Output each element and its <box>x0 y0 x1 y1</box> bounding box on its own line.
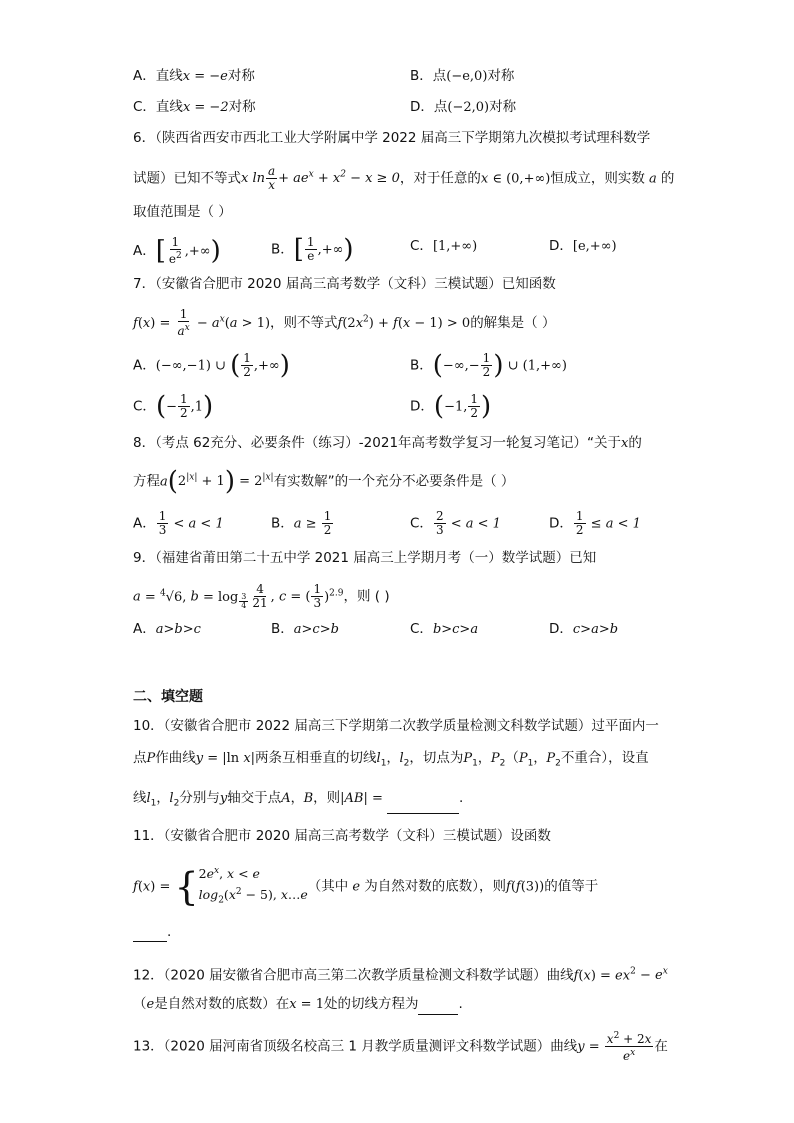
q11-stem-line2: f(x) = { $2e^x$, x < e $\log_2(x^2 - 5)$, x…e （其中 e 为自然对数的底数），则f(f(3))的值等于 <box>133 862 674 902</box>
q10-stem-line3: 线$l_1$，$l_2$分别与y轴交于点A，B，则|AB| = . <box>133 788 674 814</box>
q11-answer-blank[interactable] <box>133 927 167 942</box>
q6-option-d[interactable]: D．[e,+∞) <box>549 238 617 254</box>
q10-stem-line1: 10．（安徽省合肥市 2022 届高三下学期第二次教学质量检测文科数学试题）过平面内一 <box>133 718 659 734</box>
q9-option-b[interactable]: B．a>c>b <box>271 621 339 637</box>
q9-stem-line2: a = $^4$√6, b = log $_{\frac{3}{4}}$ $\frac{4}{21}$ , c = ( $\frac{1}{3}$ )$^{2.9}$，则 ( ) <box>133 582 390 611</box>
q9-stem-line1: 9．（福建省莆田第二十五中学 2021 届高三上学期月考（一）数学试题）已知 <box>133 550 597 566</box>
q8-option-c[interactable]: C． $\frac{2}{3}$ < a < 1 <box>410 509 501 537</box>
q6-stem-line3: 取值范围是（ ） <box>133 204 232 220</box>
q12-answer-blank[interactable] <box>418 1000 458 1015</box>
q5-option-a[interactable]: A．直线x = −e对称 <box>133 68 255 84</box>
q11-stem-line1: 11．（安徽省合肥市 2020 届高三高考数学（文科）三模试题）设函数 <box>133 828 551 844</box>
q12-stem-line2: （e是自然对数的底数）在x = 1处的切线方程为 . <box>133 994 674 1015</box>
q11-stem-line3: . <box>133 922 674 942</box>
q7-option-b[interactable]: B．(−∞,− $\frac{1}{2}$ ) ∪ (1,+∞) <box>410 350 567 381</box>
q8-stem-line2: 方程$a(2^{|x|} + 1) = 2^{|x|}$有实数解”的一个充分不必要条件是（ ） <box>133 466 515 497</box>
q6-option-c[interactable]: C．[1,+∞) <box>410 238 478 254</box>
q8-option-d[interactable]: D． $\frac{1}{2}$ ≤ a < 1 <box>549 509 641 537</box>
q6-stem-line1: 6．（陕西省西安市西北工业大学附属中学 2022 届高三下学期第九次模拟考试理科数学 <box>133 130 651 146</box>
q6-stem-line2: 试题）已知不等式x ln $\frac{a}{x}$ + $ae^x + x^2 - x \ge 0$，对于任意的x ∈ (0,+∞)恒成立，则实数 a 的 <box>133 164 675 193</box>
q9-option-a[interactable]: A．a>b>c <box>133 621 201 637</box>
q7-stem-line1: 7．（安徽省合肥市 2020 届高三高考数学（文科）三模试题）已知函数 <box>133 276 556 292</box>
q6-inequality: x ln $\frac{a}{x}$ + $ae^x + x^2 - x \ge 0$ <box>241 164 400 193</box>
section-heading-fill-blank: 二、填空题 <box>133 689 203 705</box>
q6-option-a[interactable]: A．[ $\frac{1}{e^2}$ ,+∞) <box>133 235 221 266</box>
q10-stem-line2: 点P作曲线y = |ln x|两条互相垂直的切线$l_1$，$l_2$，切点为$P_1$，$P_2(P_1$，$P_2$不重合），设直 <box>133 750 649 769</box>
q10-answer-blank[interactable] <box>387 799 459 814</box>
q8-option-b[interactable]: B．a ≥ $\frac{1}{2}$ <box>271 509 332 537</box>
q12-stem-line1: 12．（2020 届安徽省合肥市高三第二次教学质量检测文科数学试题）曲线$f(x) = ex^2 - e^x$ <box>133 967 668 984</box>
q7-option-a[interactable]: A．(−∞,−1) ∪ ( $\frac{1}{2}$ ,+∞) <box>133 350 290 381</box>
q5-option-b[interactable]: B．点(−e,0)对称 <box>410 68 515 84</box>
q9-option-d[interactable]: D．c>a>b <box>549 621 619 637</box>
q8-stem-line1: 8．（考点 62充分、必要条件（练习）-2021年高考数学复习一轮复习笔记）“关于x的 <box>133 435 642 451</box>
q7-stem-line2: f(x) = $\frac{1}{a^x}$ − $a^x(a > 1)$，则不等式$f(2x^2) + f(x - 1) > 0$的解集是（ ） <box>133 307 556 338</box>
q9-option-c[interactable]: C．b>c>a <box>410 621 479 637</box>
q6-option-b[interactable]: B．[ $\frac{1}{e}$ ,+∞) <box>271 234 354 265</box>
q5-option-d[interactable]: D．点(−2,0)对称 <box>410 99 517 115</box>
q7-option-d[interactable]: D．(−1, $\frac{1}{2}$ ) <box>410 391 492 422</box>
q13-stem-line1: 13．（2020 届河南省顶级名校高三 1 月教学质量测评文科数学试题）曲线y = $\frac{x^2 + 2x}{e^x}$ 在 <box>133 1031 668 1063</box>
q5-option-c[interactable]: C．直线x = −2对称 <box>133 99 256 115</box>
q7-option-c[interactable]: C．(− $\frac{1}{2}$ ,1) <box>133 391 214 422</box>
q8-option-a[interactable]: A． $\frac{1}{3}$ < a < 1 <box>133 509 224 537</box>
q11-piecewise: $2e^x$, x < e $\log_2(x^2 - 5)$, x…e <box>198 866 308 906</box>
